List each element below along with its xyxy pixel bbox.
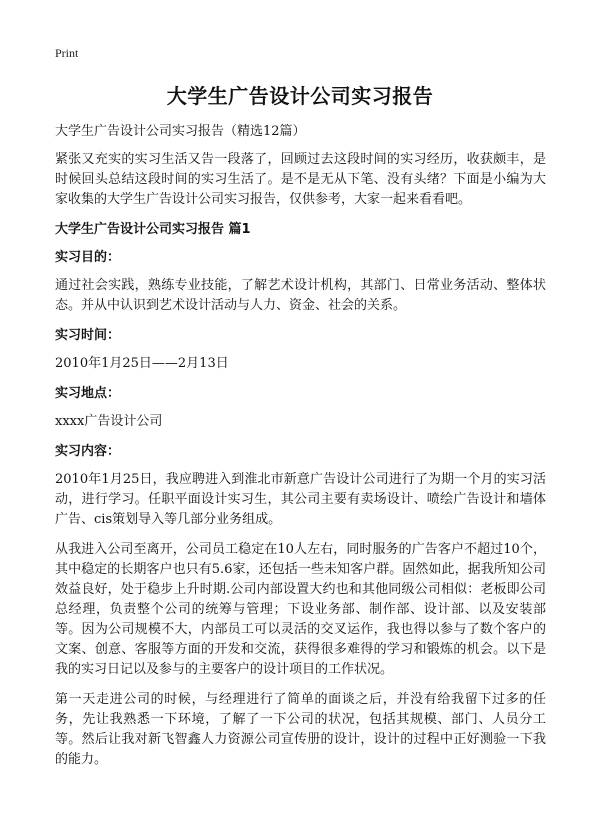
purpose-paragraph: 通过社会实践，熟练专业技能，了解艺术设计机构，其部门、日常业务活动、整体状态。并从中认识到艺术设计活动与人力、资金、社会的关系。 xyxy=(55,278,546,313)
print-label: Print xyxy=(55,46,79,60)
intro-paragraph: 紧张又充实的实习生活又告一段落了，回顾过去这段时间的实习经历，收获颇丰，是时候回头总结这段时间的实习生活了。是不是无从下笔、没有头绪？下面是小编为大家收集的大学生广告设计公司实习报告，仅供参考，大家一起来看看吧。 xyxy=(55,152,546,207)
document-subtitle: 大学生广告设计公司实习报告（精选12篇） xyxy=(55,124,306,139)
content-paragraph-1: 2010年1月25日，我应聘进入到淮北市新意广告设计公司进行了为期一个月的实习活动，进行学习。任职平面设计实习生，其公司主要有卖场设计、喷绘广告设计和墙体广告、cis策划导入等几部分业务组成。 xyxy=(55,472,546,527)
content-heading: 实习内容： xyxy=(55,444,121,459)
content-paragraph-2: 从我进入公司至离开，公司员工稳定在10人左右，同时服务的广告客户不超过10个，其中稳定的长期客户也只有5.6家，还包括一些未知客户群。固然如此，据我所知公司效益良好，处于稳步上升时期.公司内部设置大约也和其他同级公司相似：老板即公司总经理，负责整个公司的统筹与管理；下设业务部、制作部、设计部、以及安装部等。因为公司规模不大，内部员工可以灵活的交叉运作，我也得以参与了数个客户的文案、创意、客服等方面的开发和交流，获得很多难得的学习和锻炼的机会。以下是我的实习日记以及参与的主要客户的设计项目的工作状况。 xyxy=(55,542,546,677)
time-paragraph: 2010年1月25日——2月13日 xyxy=(55,356,229,371)
purpose-heading: 实习目的： xyxy=(55,250,121,265)
content-paragraph-3: 第一天走进公司的时候，与经理进行了简单的面谈之后，并没有给我留下过多的任务，先让我熟悉一下环境，了解了一下公司的状况，包括其规模、部门、人员分工等。然后让我对新飞智鑫人力资源公司宣传册的设计，设计的过程中正好测验一下我的能力。 xyxy=(55,692,546,767)
time-heading: 实习时间： xyxy=(55,328,121,343)
place-heading: 实习地点： xyxy=(55,386,121,401)
document-body xyxy=(55,122,546,780)
place-paragraph: xxxx广告设计公司 xyxy=(55,414,163,429)
section-title: 大学生广告设计公司实习报告 篇1 xyxy=(55,222,251,237)
document-title: 大学生广告设计公司实习报告 xyxy=(166,84,434,108)
